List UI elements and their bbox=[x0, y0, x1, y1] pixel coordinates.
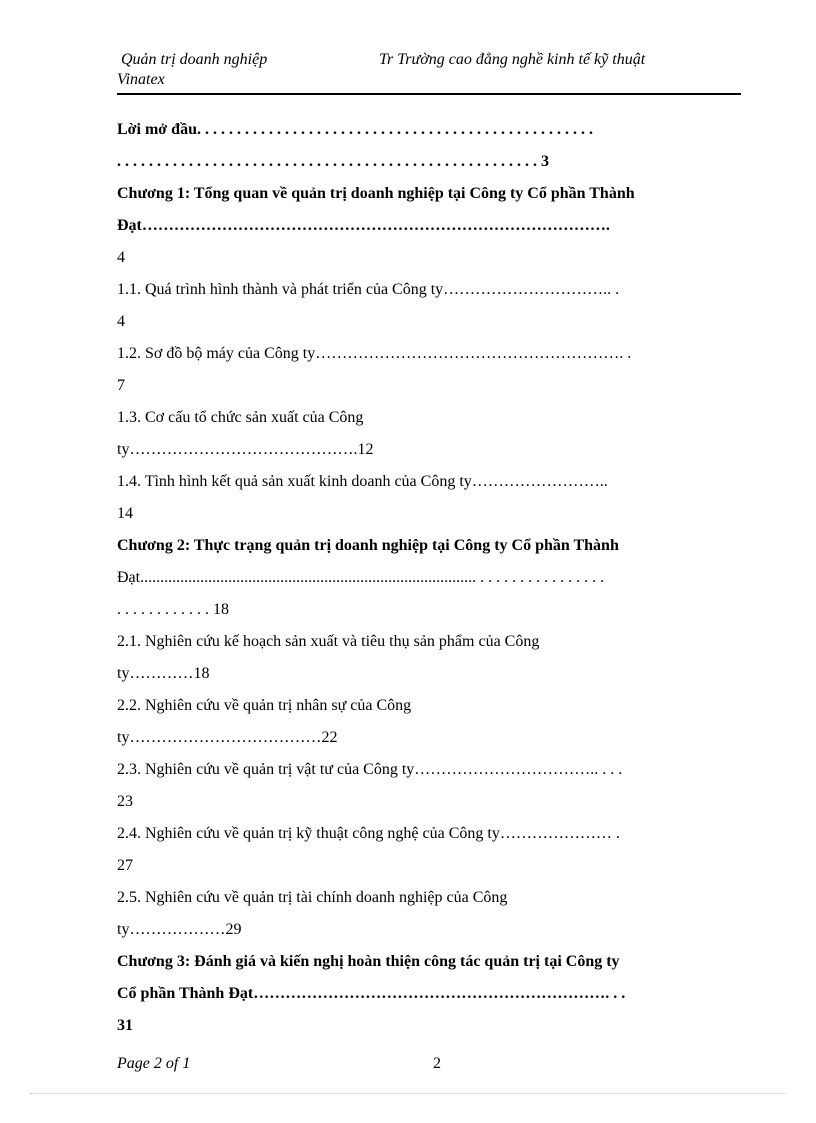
toc-line: Đạt.................................................................................... . . . . . . . . . . . . . . . . bbox=[117, 569, 605, 586]
toc-line: ty…………18 bbox=[117, 665, 210, 682]
toc-line: 14 bbox=[117, 505, 133, 522]
toc-line: 27 bbox=[117, 857, 133, 874]
toc-line: Đạt……………………………………………………………………………. bbox=[117, 217, 610, 234]
toc-line: 31 bbox=[117, 1017, 133, 1034]
toc-line: 1.4. Tình hình kết quả sản xuất kinh doanh của Công ty…………………….. bbox=[117, 473, 608, 490]
toc-line: ty…………………………………….12 bbox=[117, 441, 374, 458]
header-left bbox=[117, 50, 347, 90]
page-bottom-divider bbox=[30, 1093, 786, 1094]
toc-line: 2.4. Nghiên cứu về quản trị kỹ thuật công nghệ của Công ty………………… . bbox=[117, 825, 620, 842]
toc-line: 4 bbox=[117, 249, 125, 266]
toc-line: Cổ phần Thành Đạt…………………………………………………………. . . bbox=[117, 985, 626, 1002]
toc-line: . . . . . . . . . . . . . . . . . . . . . . . . . . . . . . . . . . . . . . . . . . . . . . . . . . . . . 3 bbox=[117, 153, 549, 170]
toc-line: 1.3. Cơ cấu tổ chức sản xuất của Công bbox=[117, 409, 364, 426]
toc-line: 2.2. Nghiên cứu về quản trị nhân sự của Công bbox=[117, 697, 412, 714]
toc-line: 1.1. Quá trình hình thành và phát triển của Công ty………………………….. . bbox=[117, 281, 620, 298]
toc-line: 2.3. Nghiên cứu về quản trị vật tư của Công ty…………………………….. . . . bbox=[117, 761, 623, 778]
toc-line: 2.1. Nghiên cứu kế hoạch sản xuất và tiêu thụ sản phẩm của Công bbox=[117, 633, 540, 650]
toc-line: 4 bbox=[117, 313, 125, 330]
toc-line: Lời mở đầu. . . . . . . . . . . . . . . . . . . . . . . . . . . . . . . . . . . . . . . . . . . . . . . . . . bbox=[117, 121, 593, 138]
toc-line: Chương 1: Tổng quan về quản trị doanh nghiệp tại Công ty Cổ phần Thành bbox=[117, 185, 635, 202]
toc-line: ty………………………………22 bbox=[117, 729, 338, 746]
toc-line: . . . . . . . . . . . . 18 bbox=[117, 601, 229, 618]
toc-line: ty………………29 bbox=[117, 921, 242, 938]
toc-line: 23 bbox=[117, 793, 133, 810]
toc-line: Chương 3: Đánh giá và kiến nghị hoàn thiện công tác quản trị tại Công ty bbox=[117, 953, 620, 970]
toc-line: 7 bbox=[117, 377, 125, 394]
header-right: Tr Trường cao đẳng nghề kinh tế kỹ thuật bbox=[379, 51, 646, 68]
footer-page-label: Page 2 of 1 bbox=[117, 1055, 191, 1072]
footer-page-number: 2 bbox=[433, 1055, 441, 1072]
toc-line: 1.2. Sơ đồ bộ máy của Công ty…………………………………………………. . bbox=[117, 345, 632, 362]
header-divider bbox=[117, 93, 741, 95]
header-left-line2: Vinatex bbox=[117, 71, 165, 88]
toc-line: 2.5. Nghiên cứu về quản trị tài chính doanh nghiệp của Công bbox=[117, 889, 508, 906]
header-left-line1: Quản trị doanh nghiệp bbox=[121, 51, 268, 68]
table-of-contents bbox=[117, 114, 741, 1042]
toc-line: Chương 2: Thực trạng quản trị doanh nghiệp tại Công ty Cổ phần Thành bbox=[117, 537, 619, 554]
